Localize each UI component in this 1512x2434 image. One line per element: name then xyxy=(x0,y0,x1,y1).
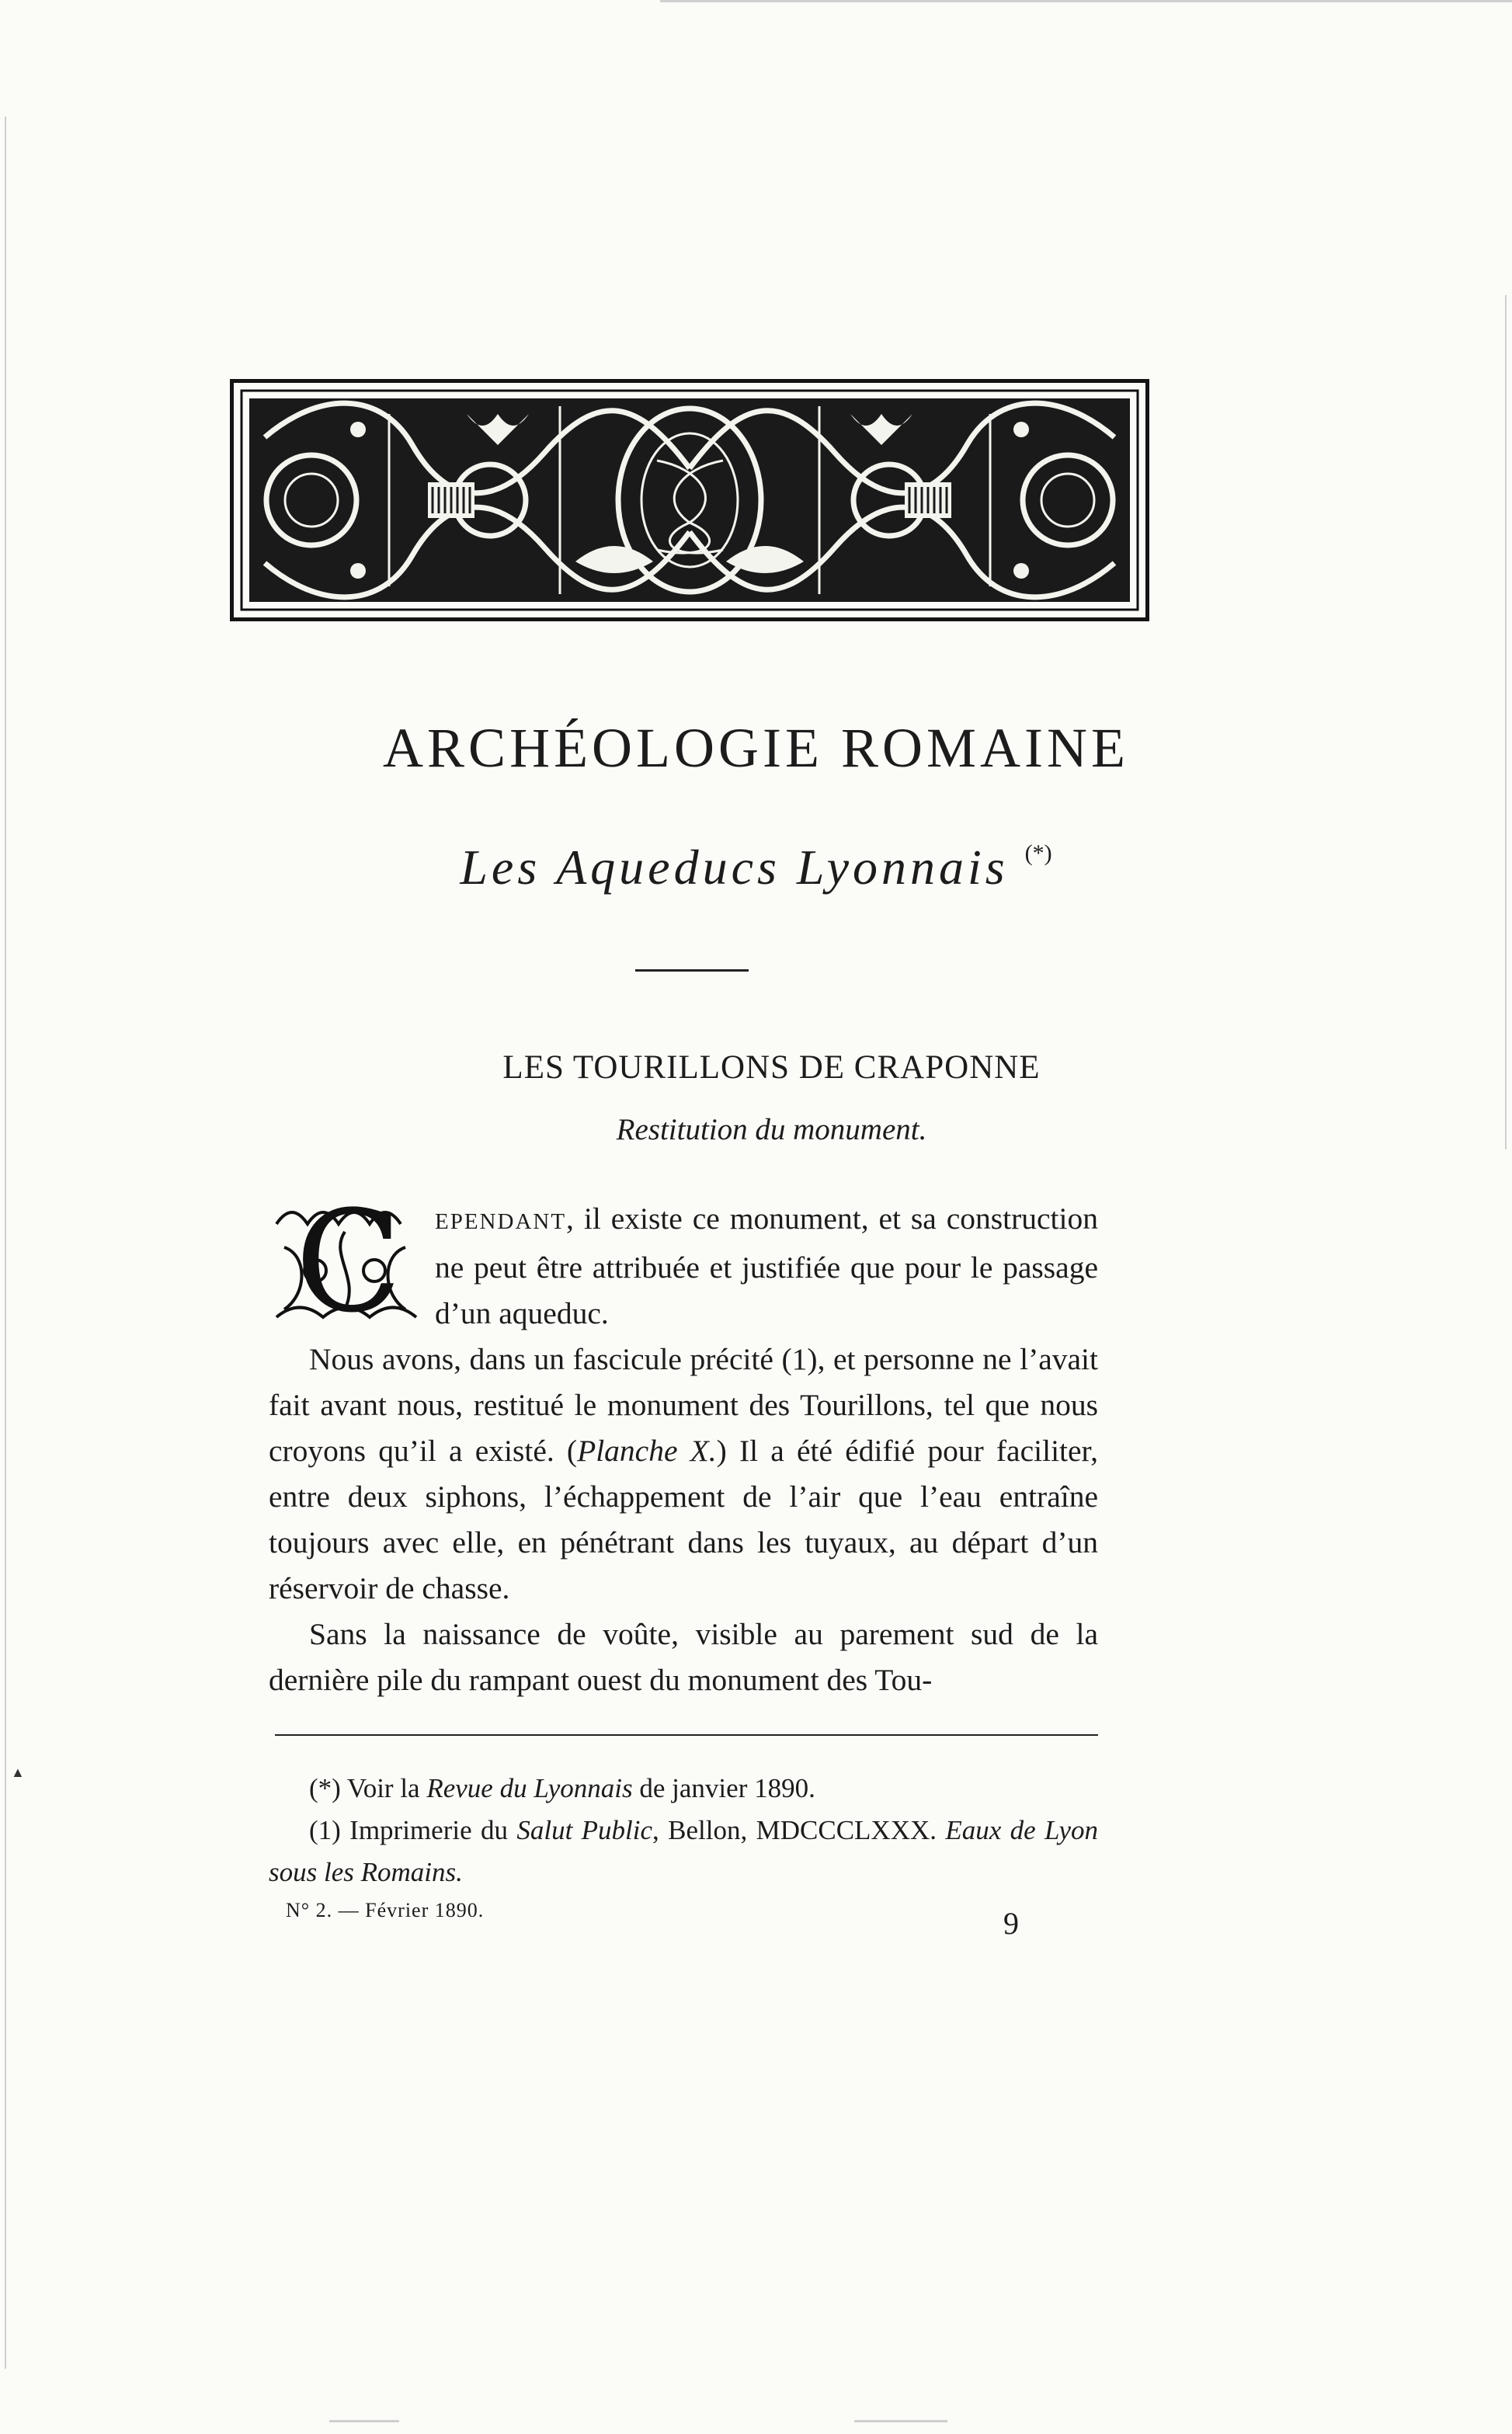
section-subheading: Restitution du monument. xyxy=(616,1113,927,1146)
dropcap-letter: C xyxy=(295,1181,402,1344)
footnote-star xyxy=(269,1768,1098,1810)
plate-reference: Planche X. xyxy=(577,1434,717,1468)
subtitle-note-mark: (*) xyxy=(1024,840,1052,866)
page-number: 9 xyxy=(1003,1906,1019,1941)
footnote-star-title: Revue du Lyonnais xyxy=(426,1773,633,1803)
footnote-1 xyxy=(269,1810,1098,1893)
page-title: ARCHÉOLOGIE ROMAINE xyxy=(383,717,1129,779)
ornament-scrollwork xyxy=(234,383,1145,617)
footnote-star-end: de janvier 1890. xyxy=(639,1773,815,1803)
ornamental-header-band xyxy=(230,379,1149,621)
scan-mark-bottom-2 xyxy=(854,2420,947,2422)
scan-edge-left xyxy=(5,116,6,2369)
footnote-divider xyxy=(275,1734,1098,1736)
paragraph-1-smallcaps: EPENDANT xyxy=(435,1209,567,1234)
footnote-star-mark: (*) Voir la xyxy=(309,1773,420,1803)
footnote-1-work: Eaux de Lyon sous les Romains. xyxy=(269,1815,1099,1887)
footnote-1-title: Salut Public xyxy=(516,1815,653,1845)
subtitle-text: Les Aqueducs Lyonnais xyxy=(460,840,1009,895)
section-heading: LES TOURILLONS DE CRAPONNE xyxy=(502,1049,1041,1086)
title-divider xyxy=(635,969,749,972)
footnote-1-mid: , Bellon, MDCCCLXXX. xyxy=(652,1815,937,1845)
margin-dot: ▲ xyxy=(11,1765,25,1780)
issue-line: N° 2. — Février 1890. xyxy=(286,1899,485,1921)
footnotes xyxy=(269,1768,1098,1893)
paragraph-2-start: Nous avons, dans un fascicule précité (1), et personne ne l’avait fait avant nous, restitué le monument des Tourillons, tel que nous croyons qu’il a existé. ( xyxy=(269,1342,1098,1468)
paragraph-2-end: ) Il a été édifié pour faciliter, entre deux siphons, l’échappement de l’air que l’eau entraîne toujours avec elle, en pénétrant dans les tuyaux, au départ d’un réservoir de chasse. xyxy=(269,1434,1098,1605)
paragraph-1 xyxy=(269,1181,1098,1344)
article-subtitle xyxy=(0,839,1512,896)
scan-mark-bottom-1 xyxy=(329,2420,399,2422)
article-body xyxy=(269,1181,1098,1703)
paragraph-2 xyxy=(269,1337,1098,1612)
decorated-initial xyxy=(269,1181,421,1344)
scan-edge-top xyxy=(660,0,1512,2)
footnote-1-mark: (1) Imprimerie du xyxy=(309,1815,508,1845)
paragraph-3: Sans la naissance de voûte, visible au parement sud de la dernière pile du rampant ouest du monument des Tou- xyxy=(269,1617,1098,1697)
paragraph-1-text: , il existe ce monument, et sa construction ne peut être attribuée et justifiée que pour le passage d’un aqueduc. xyxy=(435,1201,1098,1330)
